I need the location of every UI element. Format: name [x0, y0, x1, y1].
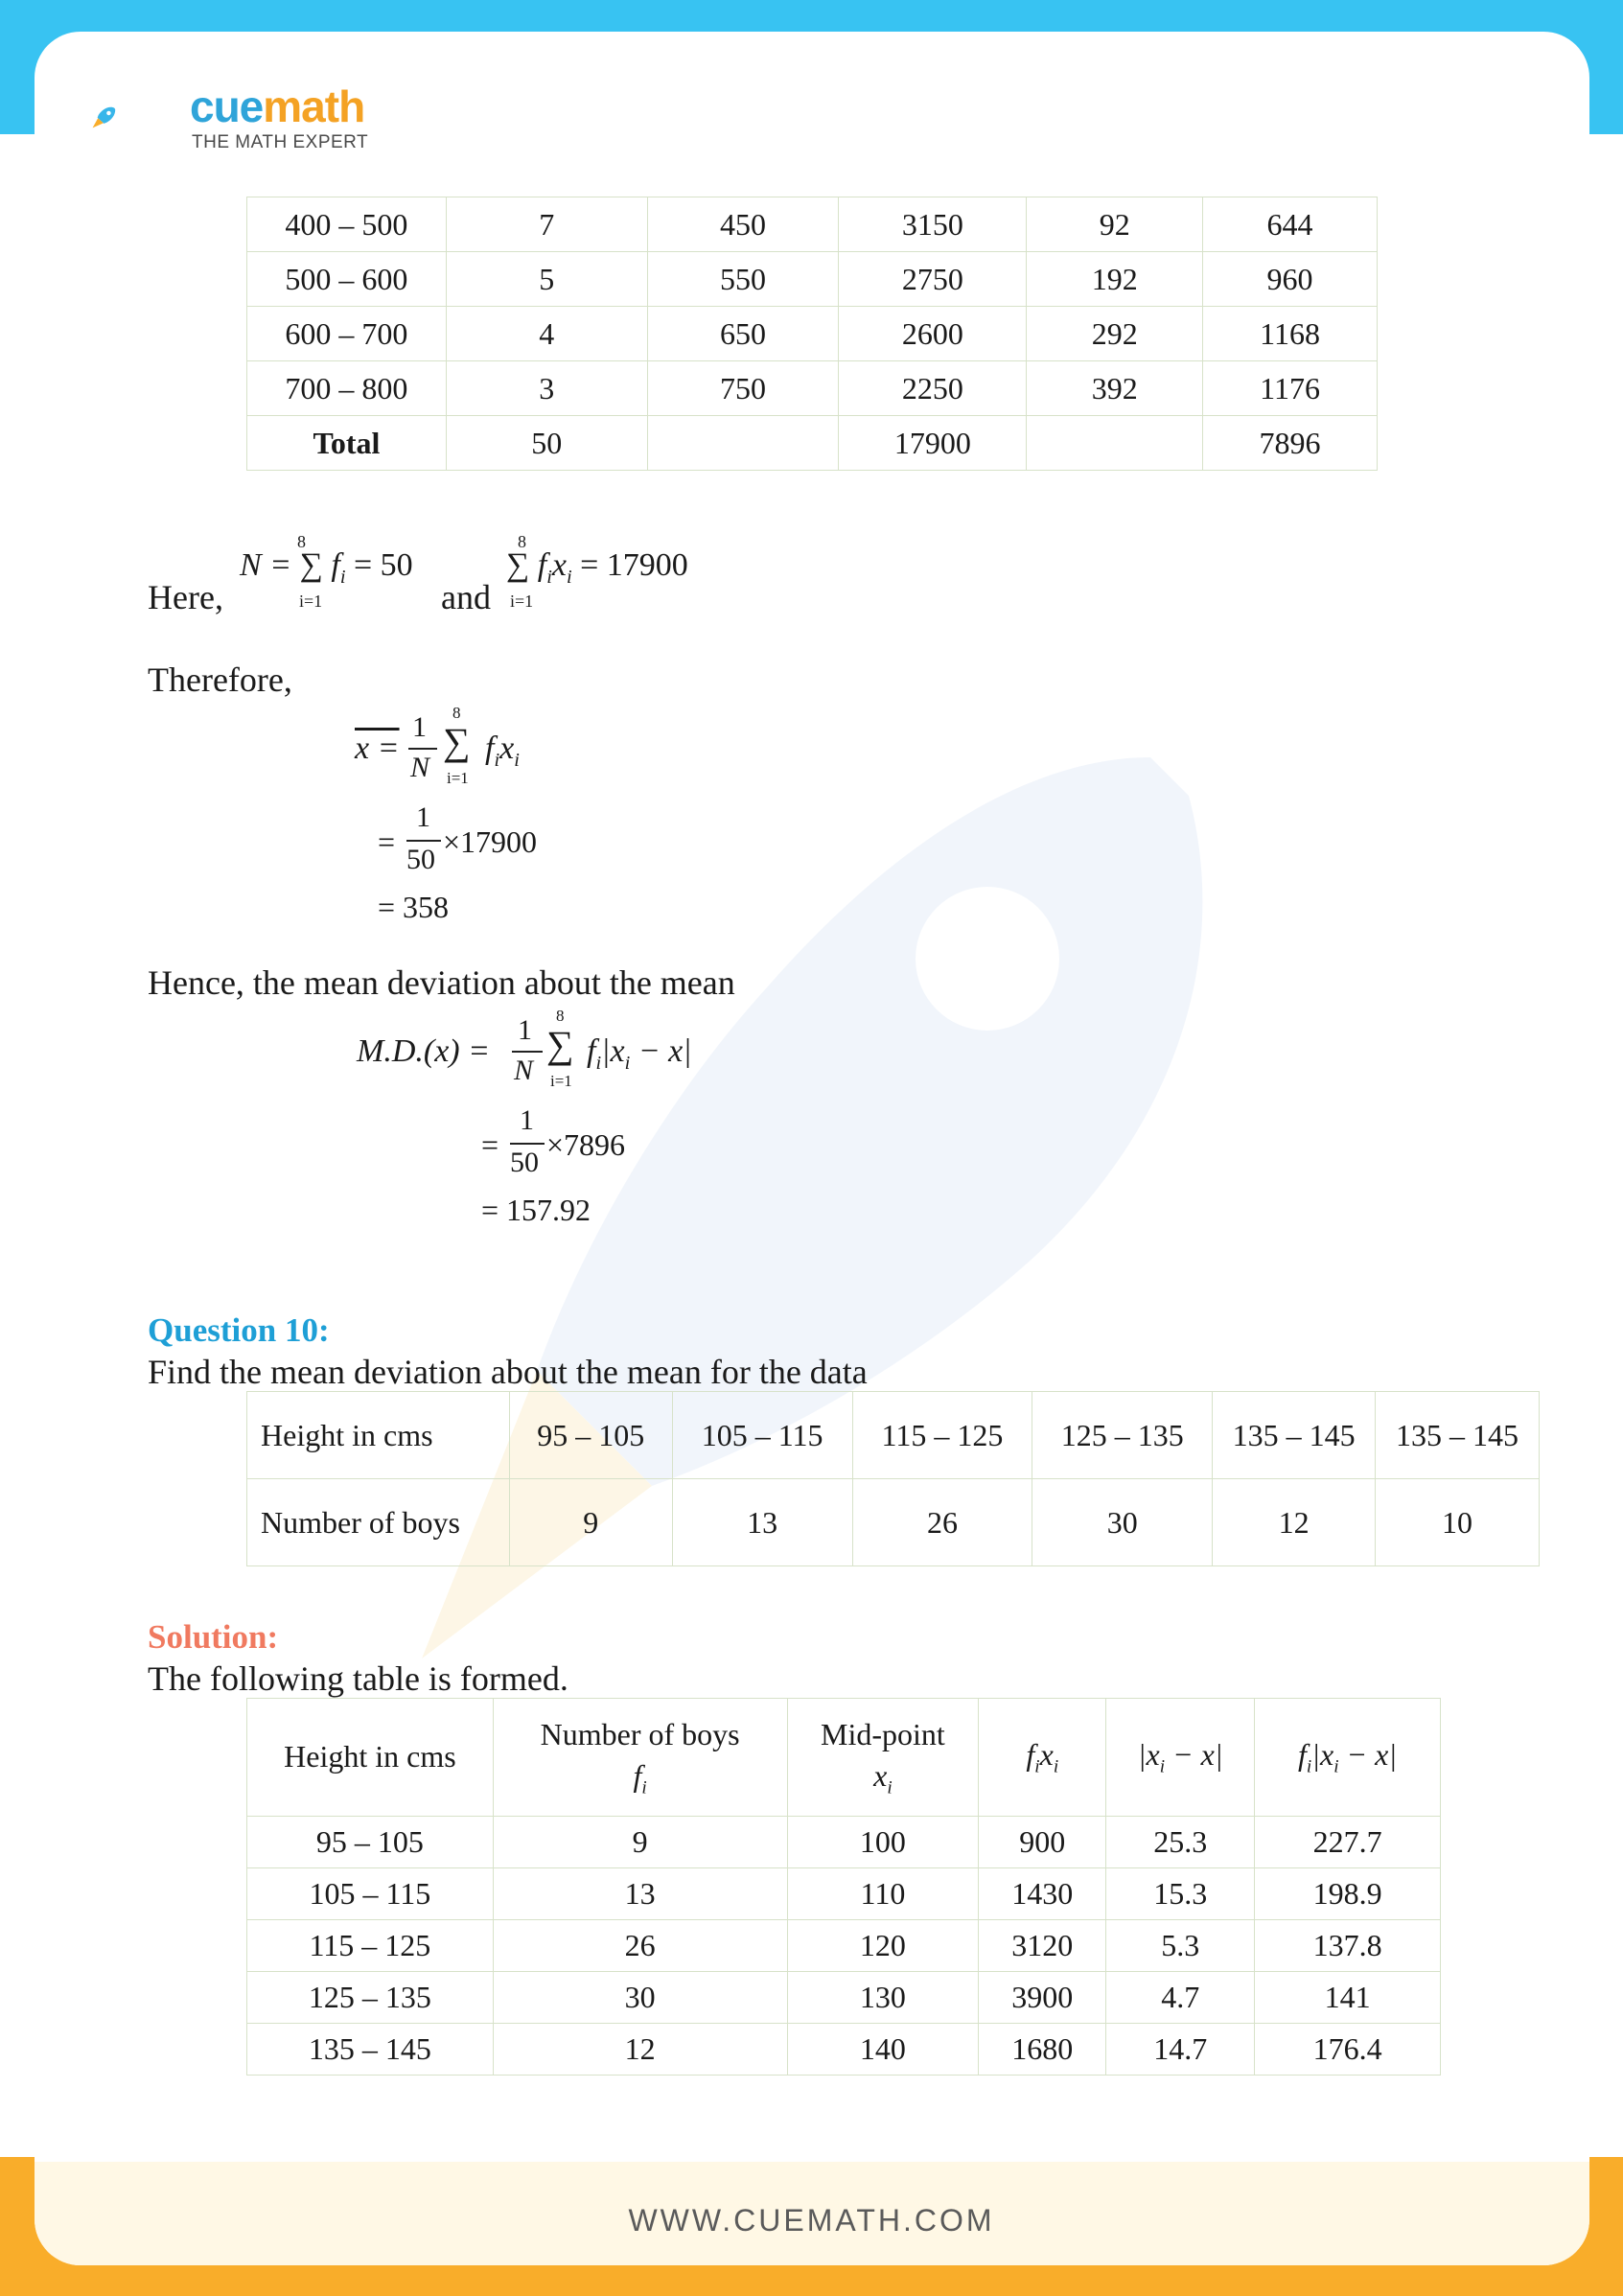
table-cell: 141 [1255, 1972, 1441, 2024]
sum-lower-limit: i=1 [447, 769, 469, 787]
frequency-table-continued [246, 197, 1378, 471]
table-cell: 14.7 [1106, 2024, 1255, 2076]
table-cell: 292 [1027, 307, 1203, 361]
row-header: Height in cms [247, 1392, 510, 1479]
fraction-bar [408, 748, 437, 750]
sum-upper-limit: 8 [556, 1007, 565, 1025]
table-cell: 7 [446, 197, 647, 252]
table-cell: 3150 [839, 197, 1027, 252]
sum-expression: N = ∑ $f_i = 50$ [240, 547, 413, 588]
table-cell: 13 [672, 1479, 852, 1566]
sum-lower-limit: i=1 [510, 591, 534, 611]
table-cell: 4 [446, 307, 647, 361]
table-cell: 5.3 [1106, 1920, 1255, 1972]
multiplier: ×17900 [443, 824, 538, 859]
table-cell: 125 – 135 [1032, 1392, 1213, 1479]
total-label: Total [247, 416, 447, 471]
table-cell: 12 [1213, 1479, 1376, 1566]
footer-website-link[interactable]: WWW.CUEMATH.COM [628, 2203, 995, 2238]
table-cell: 30 [493, 1972, 787, 2024]
sum-upper-limit: 8 [297, 532, 306, 551]
table-cell: 125 – 135 [247, 1972, 494, 2024]
fraction-bar [512, 1051, 543, 1053]
table-cell: 140 [787, 2024, 979, 2076]
table-cell: 400 – 500 [247, 197, 447, 252]
table-cell: 750 [647, 361, 839, 416]
question-text: Find the mean deviation about the mean for the data [148, 1353, 868, 1391]
table-cell: 2600 [839, 307, 1027, 361]
table-cell: 550 [647, 252, 839, 307]
equals-sign: = [378, 824, 396, 859]
table-cell: 600 – 700 [247, 307, 447, 361]
mean-result: = 358 [378, 890, 450, 924]
row-header: Number of boys [247, 1479, 510, 1566]
table-total-row [247, 416, 1378, 471]
table-row [247, 2024, 1441, 2076]
sigma-symbol: ∑ [546, 1023, 574, 1066]
therefore-label: Therefore, [148, 661, 292, 699]
solution-heading: Solution: [148, 1618, 279, 1656]
sum-upper-limit: 8 [452, 704, 461, 722]
table-cell: 26 [493, 1920, 787, 1972]
table-cell: 198.9 [1255, 1868, 1441, 1920]
brand-wordmark: cuemath [190, 81, 365, 131]
table-cell: 192 [1027, 252, 1203, 307]
fraction-denominator: 50 [510, 1147, 539, 1178]
table-cell: 3120 [979, 1920, 1106, 1972]
mean-formula [355, 704, 604, 803]
table-cell: 110 [787, 1868, 979, 1920]
table-cell: 92 [1027, 197, 1203, 252]
table-cell: 15.3 [1106, 1868, 1255, 1920]
table-row [247, 252, 1378, 307]
mean-deviation-formula [357, 1007, 721, 1106]
column-header: Mid-point $x_i$ [787, 1699, 979, 1817]
table-row [247, 361, 1378, 416]
table-cell: 135 – 145 [247, 2024, 494, 2076]
table-row [247, 1868, 1441, 1920]
md-result: = 157.92 [481, 1193, 591, 1227]
question-heading: Question 10: [148, 1311, 330, 1349]
solution-text: The following table is formed. [148, 1659, 568, 1698]
column-header: $|x_i - x|$ [1106, 1699, 1255, 1817]
table-header-row [247, 1699, 1441, 1817]
table-cell: 115 – 125 [247, 1920, 494, 1972]
table-cell [1027, 416, 1203, 471]
brand-tagline: THE MATH EXPERT [192, 132, 369, 152]
table-cell: 17900 [839, 416, 1027, 471]
table-cell: 95 – 105 [247, 1817, 494, 1868]
table-cell: 3 [446, 361, 647, 416]
mean-symbol: x = [355, 731, 400, 766]
fraction-denominator: N [410, 752, 430, 783]
table-cell: 2750 [839, 252, 1027, 307]
table-cell: 1680 [979, 2024, 1106, 2076]
sum-term: $f_i|x_i - x|$ [587, 1033, 692, 1074]
table-cell: 4.7 [1106, 1972, 1255, 2024]
table-cell: 227.7 [1255, 1817, 1441, 1868]
table-cell: 392 [1027, 361, 1203, 416]
table-cell [647, 416, 839, 471]
equals-sign: = [481, 1127, 499, 1162]
table-cell: 7896 [1203, 416, 1378, 471]
table-cell: 25.3 [1106, 1817, 1255, 1868]
table-row [247, 1392, 1540, 1479]
table-cell: 137.8 [1255, 1920, 1441, 1972]
sum-upper-limit: 8 [518, 532, 526, 551]
table-cell: 650 [647, 307, 839, 361]
table-cell: 500 – 600 [247, 252, 447, 307]
table-cell: 120 [787, 1920, 979, 1972]
table-row [247, 1817, 1441, 1868]
table-cell: 644 [1203, 197, 1378, 252]
table-cell: 105 – 115 [247, 1868, 494, 1920]
table-cell: 700 – 800 [247, 361, 447, 416]
table-cell: 1430 [979, 1868, 1106, 1920]
sigma-symbol: ∑ [443, 720, 471, 763]
sum-term: $f_ix_i$ [485, 731, 520, 771]
cuemath-rocket-logo-icon [92, 75, 178, 161]
table-cell: 12 [493, 2024, 787, 2076]
table-cell: 50 [446, 416, 647, 471]
here-label: Here, [148, 578, 223, 616]
table-cell: 900 [979, 1817, 1106, 1868]
solution-table [246, 1698, 1441, 2076]
sum-lower-limit: i=1 [550, 1072, 572, 1090]
fraction-numerator: 1 [520, 1104, 534, 1136]
table-cell: 26 [852, 1479, 1032, 1566]
table-cell: 95 – 105 [509, 1392, 672, 1479]
table-cell: 30 [1032, 1479, 1213, 1566]
sum-expression: ∑ $f_ix_i = 17900$ [506, 547, 688, 588]
fraction-bar [406, 840, 441, 842]
fraction-numerator: 1 [518, 1014, 532, 1046]
table-cell: 135 – 145 [1213, 1392, 1376, 1479]
question-data-table [246, 1391, 1540, 1566]
table-cell: 3900 [979, 1972, 1106, 2024]
table-row [247, 1920, 1441, 1972]
table-cell: 2250 [839, 361, 1027, 416]
mean-step-2 [378, 801, 627, 888]
table-row [247, 1972, 1441, 2024]
fraction-bar [510, 1143, 545, 1145]
table-cell: 13 [493, 1868, 787, 1920]
table-cell: 135 – 145 [1376, 1392, 1540, 1479]
table-cell: 960 [1203, 252, 1378, 307]
column-header: Height in cms [247, 1699, 494, 1817]
hence-label: Hence, the mean deviation about the mean [148, 963, 735, 1002]
table-cell: 105 – 115 [672, 1392, 852, 1479]
table-row [247, 1479, 1540, 1566]
table-cell: 9 [493, 1817, 787, 1868]
multiplier: ×7896 [546, 1127, 626, 1162]
sum-lower-limit: i=1 [299, 591, 323, 611]
md-step-2 [481, 1104, 730, 1191]
md-lhs: M.D.(x) = [357, 1033, 491, 1069]
table-row [247, 307, 1378, 361]
table-cell: 115 – 125 [852, 1392, 1032, 1479]
table-cell: 100 [787, 1817, 979, 1868]
table-cell: 1168 [1203, 307, 1378, 361]
column-header: $f_ix_i$ [979, 1699, 1106, 1817]
table-cell: 9 [509, 1479, 672, 1566]
table-cell: 176.4 [1255, 2024, 1441, 2076]
column-header: Number of boys $f_i$ [493, 1699, 787, 1817]
table-cell: 10 [1376, 1479, 1540, 1566]
and-word: and [441, 578, 491, 616]
fraction-denominator: 50 [406, 844, 435, 875]
table-cell: 130 [787, 1972, 979, 2024]
fraction-numerator: 1 [412, 711, 427, 743]
fraction-numerator: 1 [416, 801, 430, 833]
table-row [247, 197, 1378, 252]
fraction-denominator: N [514, 1055, 534, 1086]
table-cell: 1176 [1203, 361, 1378, 416]
column-header: $f_i|x_i - x|$ [1255, 1699, 1441, 1817]
table-cell: 5 [446, 252, 647, 307]
table-cell: 450 [647, 197, 839, 252]
